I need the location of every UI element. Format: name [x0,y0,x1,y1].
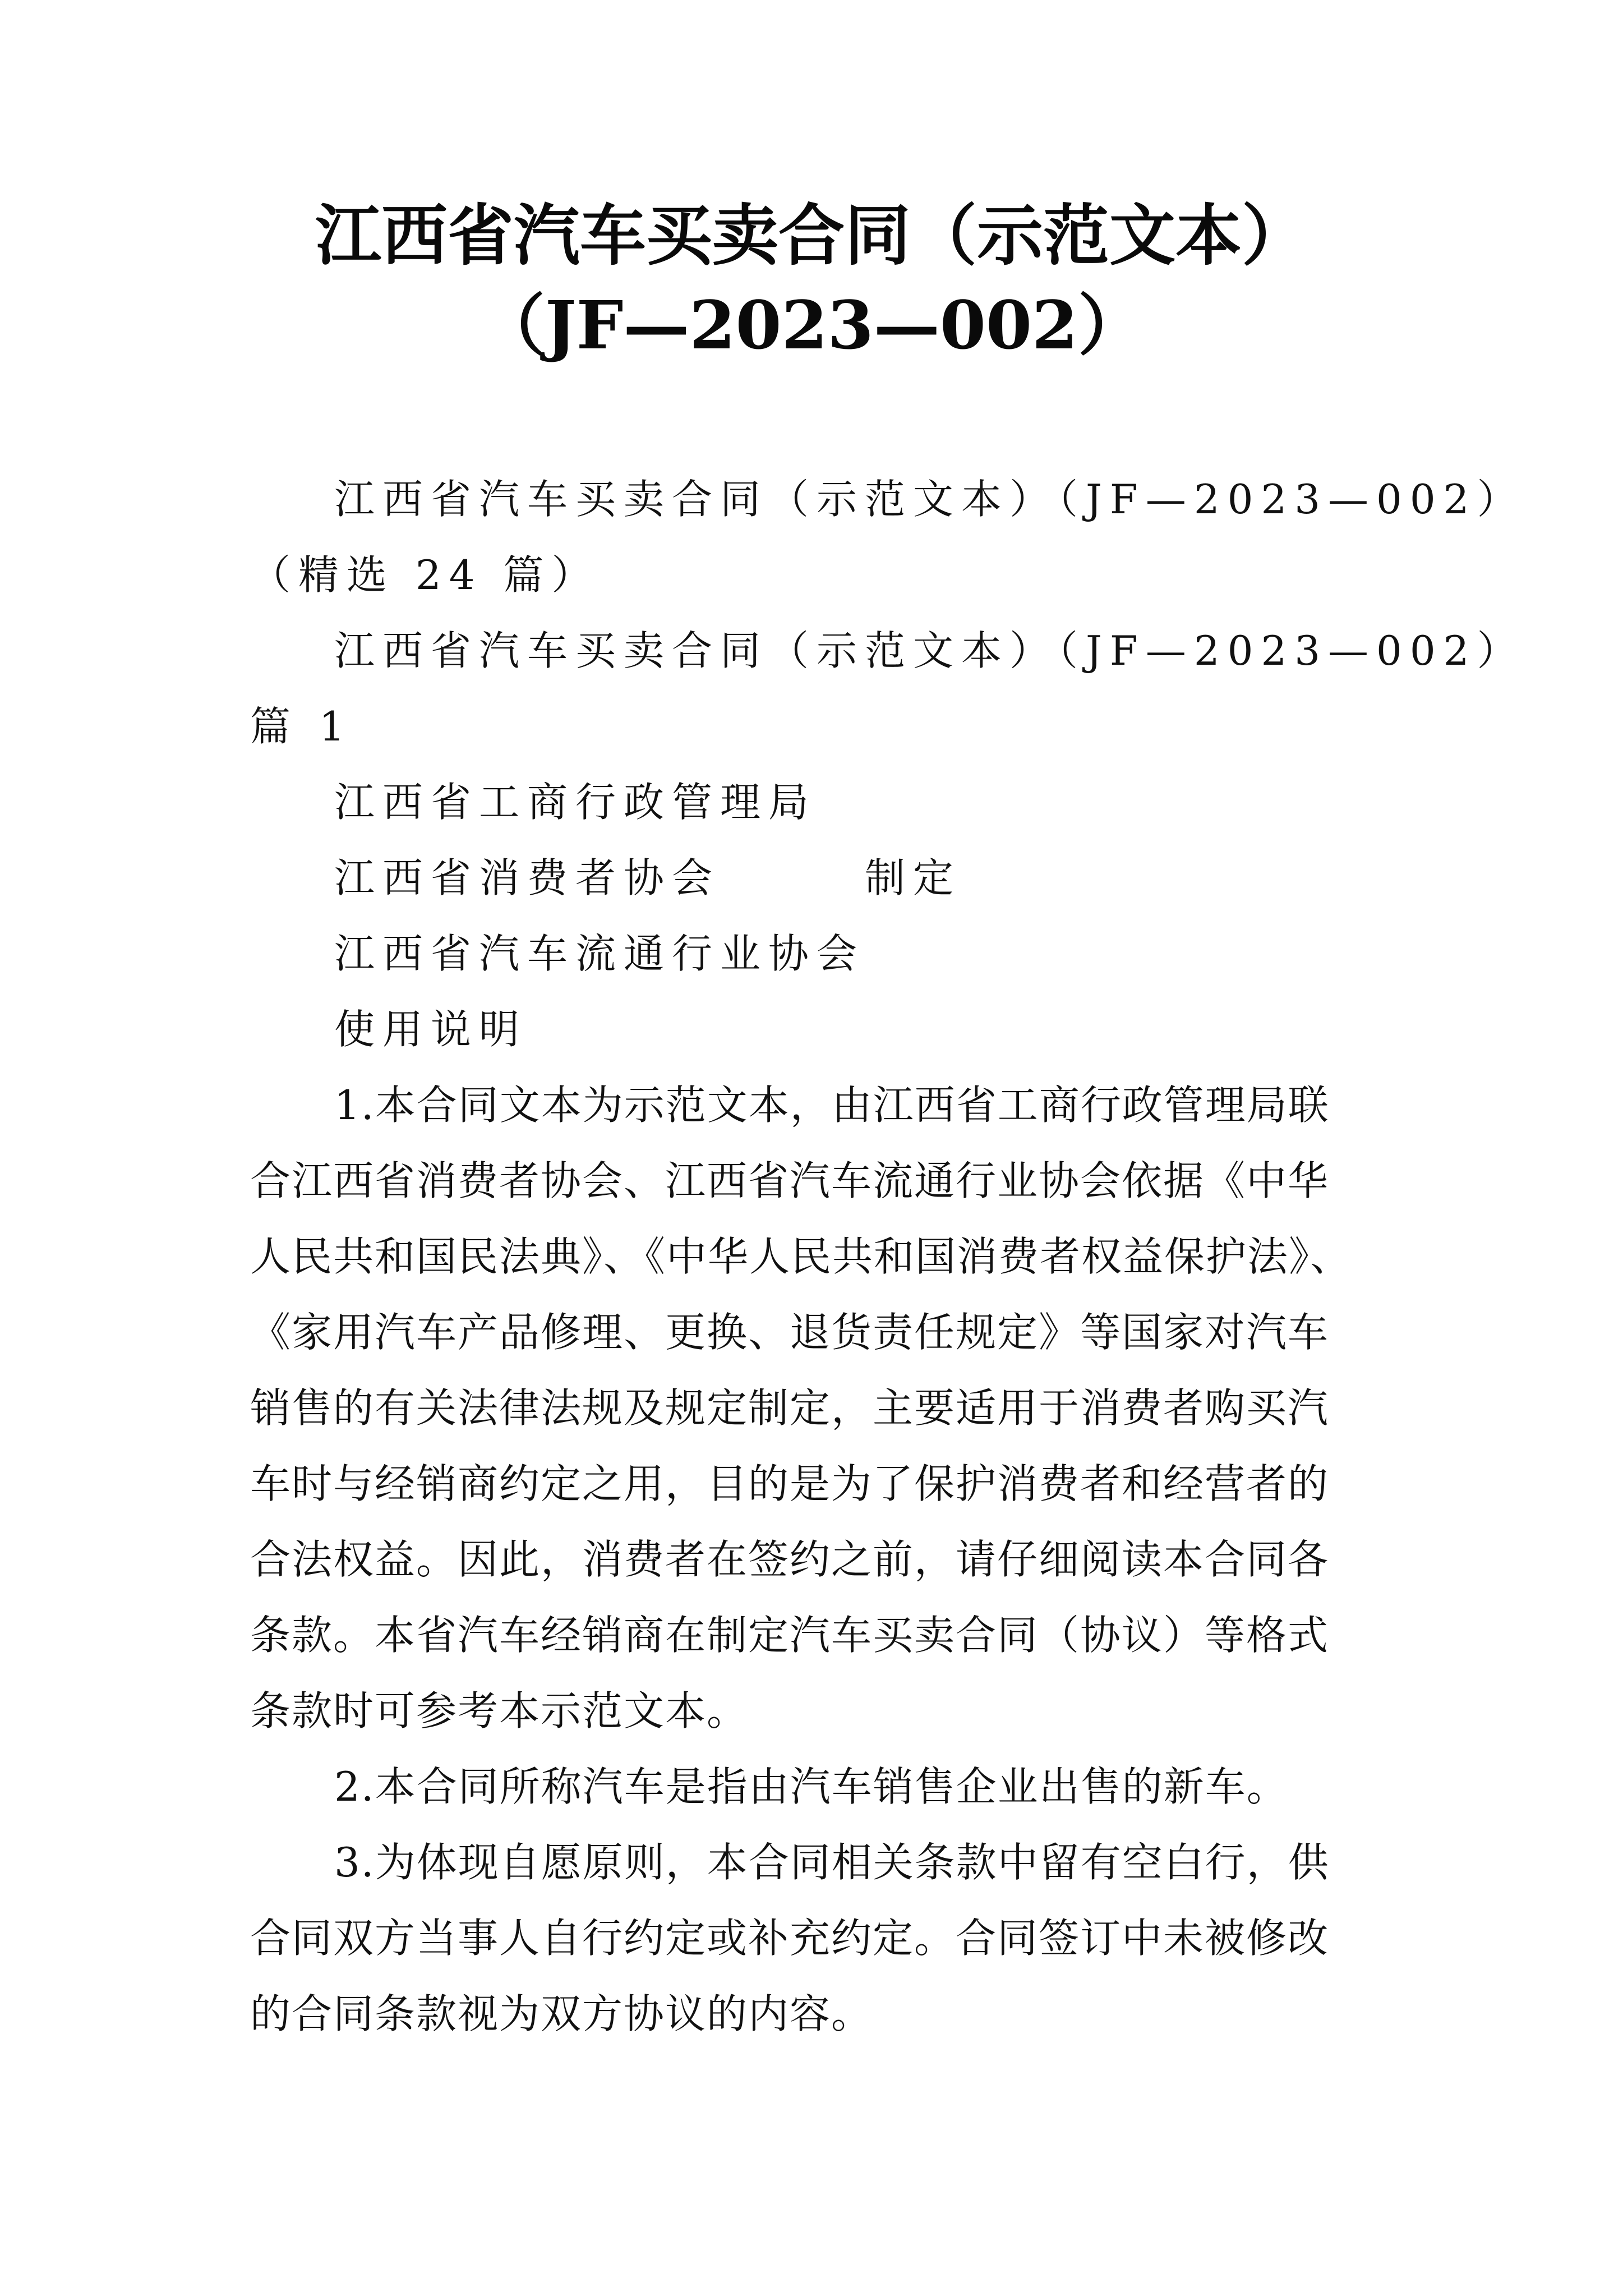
issuer-line: 江西省消费者协会 制定 [334,854,962,901]
paragraph-line: 《家用汽车产品修理、更换、退货责任规定》等国家对汽车 [250,1309,1330,1356]
paragraph-line: 合法权益。因此，消费者在签约之前，请仔细阅读本合同各 [250,1536,1330,1583]
intro-line: 江西省汽车买卖合同（示范文本）（JF—2023—002） [334,476,1525,523]
paragraph-line: 3.为体现自愿原则，本合同相关条款中留有空白行，供 [334,1839,1330,1886]
paragraph-line: 合同双方当事人自行约定或补充约定。合同签订中未被修改 [250,1915,1330,1962]
paragraph-line: 车时与经销商约定之用，目的是为了保护消费者和经营者的 [250,1460,1330,1507]
paragraph-line: 的合同条款视为双方协议的内容。 [250,1990,873,2037]
intro-line: （精选 24 篇） [250,551,600,599]
section-heading: 江西省汽车买卖合同（示范文本）（JF—2023—002） [334,627,1525,674]
issuer-line: 江西省汽车流通行业协会 [334,930,865,977]
paragraph-line: 1.本合同文本为示范文本，由江西省工商行政管理局联 [334,1082,1330,1129]
instructions-heading: 使用说明 [334,1006,528,1053]
paragraph-line: 2.本合同所称汽车是指由汽车销售企业出售的新车。 [334,1763,1288,1810]
document-title: 江西省汽车买卖合同（示范文本） [315,196,1308,274]
paragraph-line: 销售的有关法律法规及规定制定，主要适用于消费者购买汽 [250,1384,1330,1432]
section-heading: 篇 1 [250,703,353,750]
paragraph-line: 人民共和国民法典》、《中华人民共和国消费者权益保护法》、 [250,1233,1352,1280]
paragraph-line: 合江西省消费者协会、江西省汽车流通行业协会依据《中华 [250,1157,1330,1204]
issuer-line: 江西省工商行政管理局 [334,779,817,826]
paragraph-line: 条款时可参考本示范文本。 [250,1687,749,1734]
document-code: （JF—2023—002） [478,286,1145,364]
paragraph-line: 条款。本省汽车经销商在制定汽车买卖合同（协议）等格式 [250,1612,1330,1659]
